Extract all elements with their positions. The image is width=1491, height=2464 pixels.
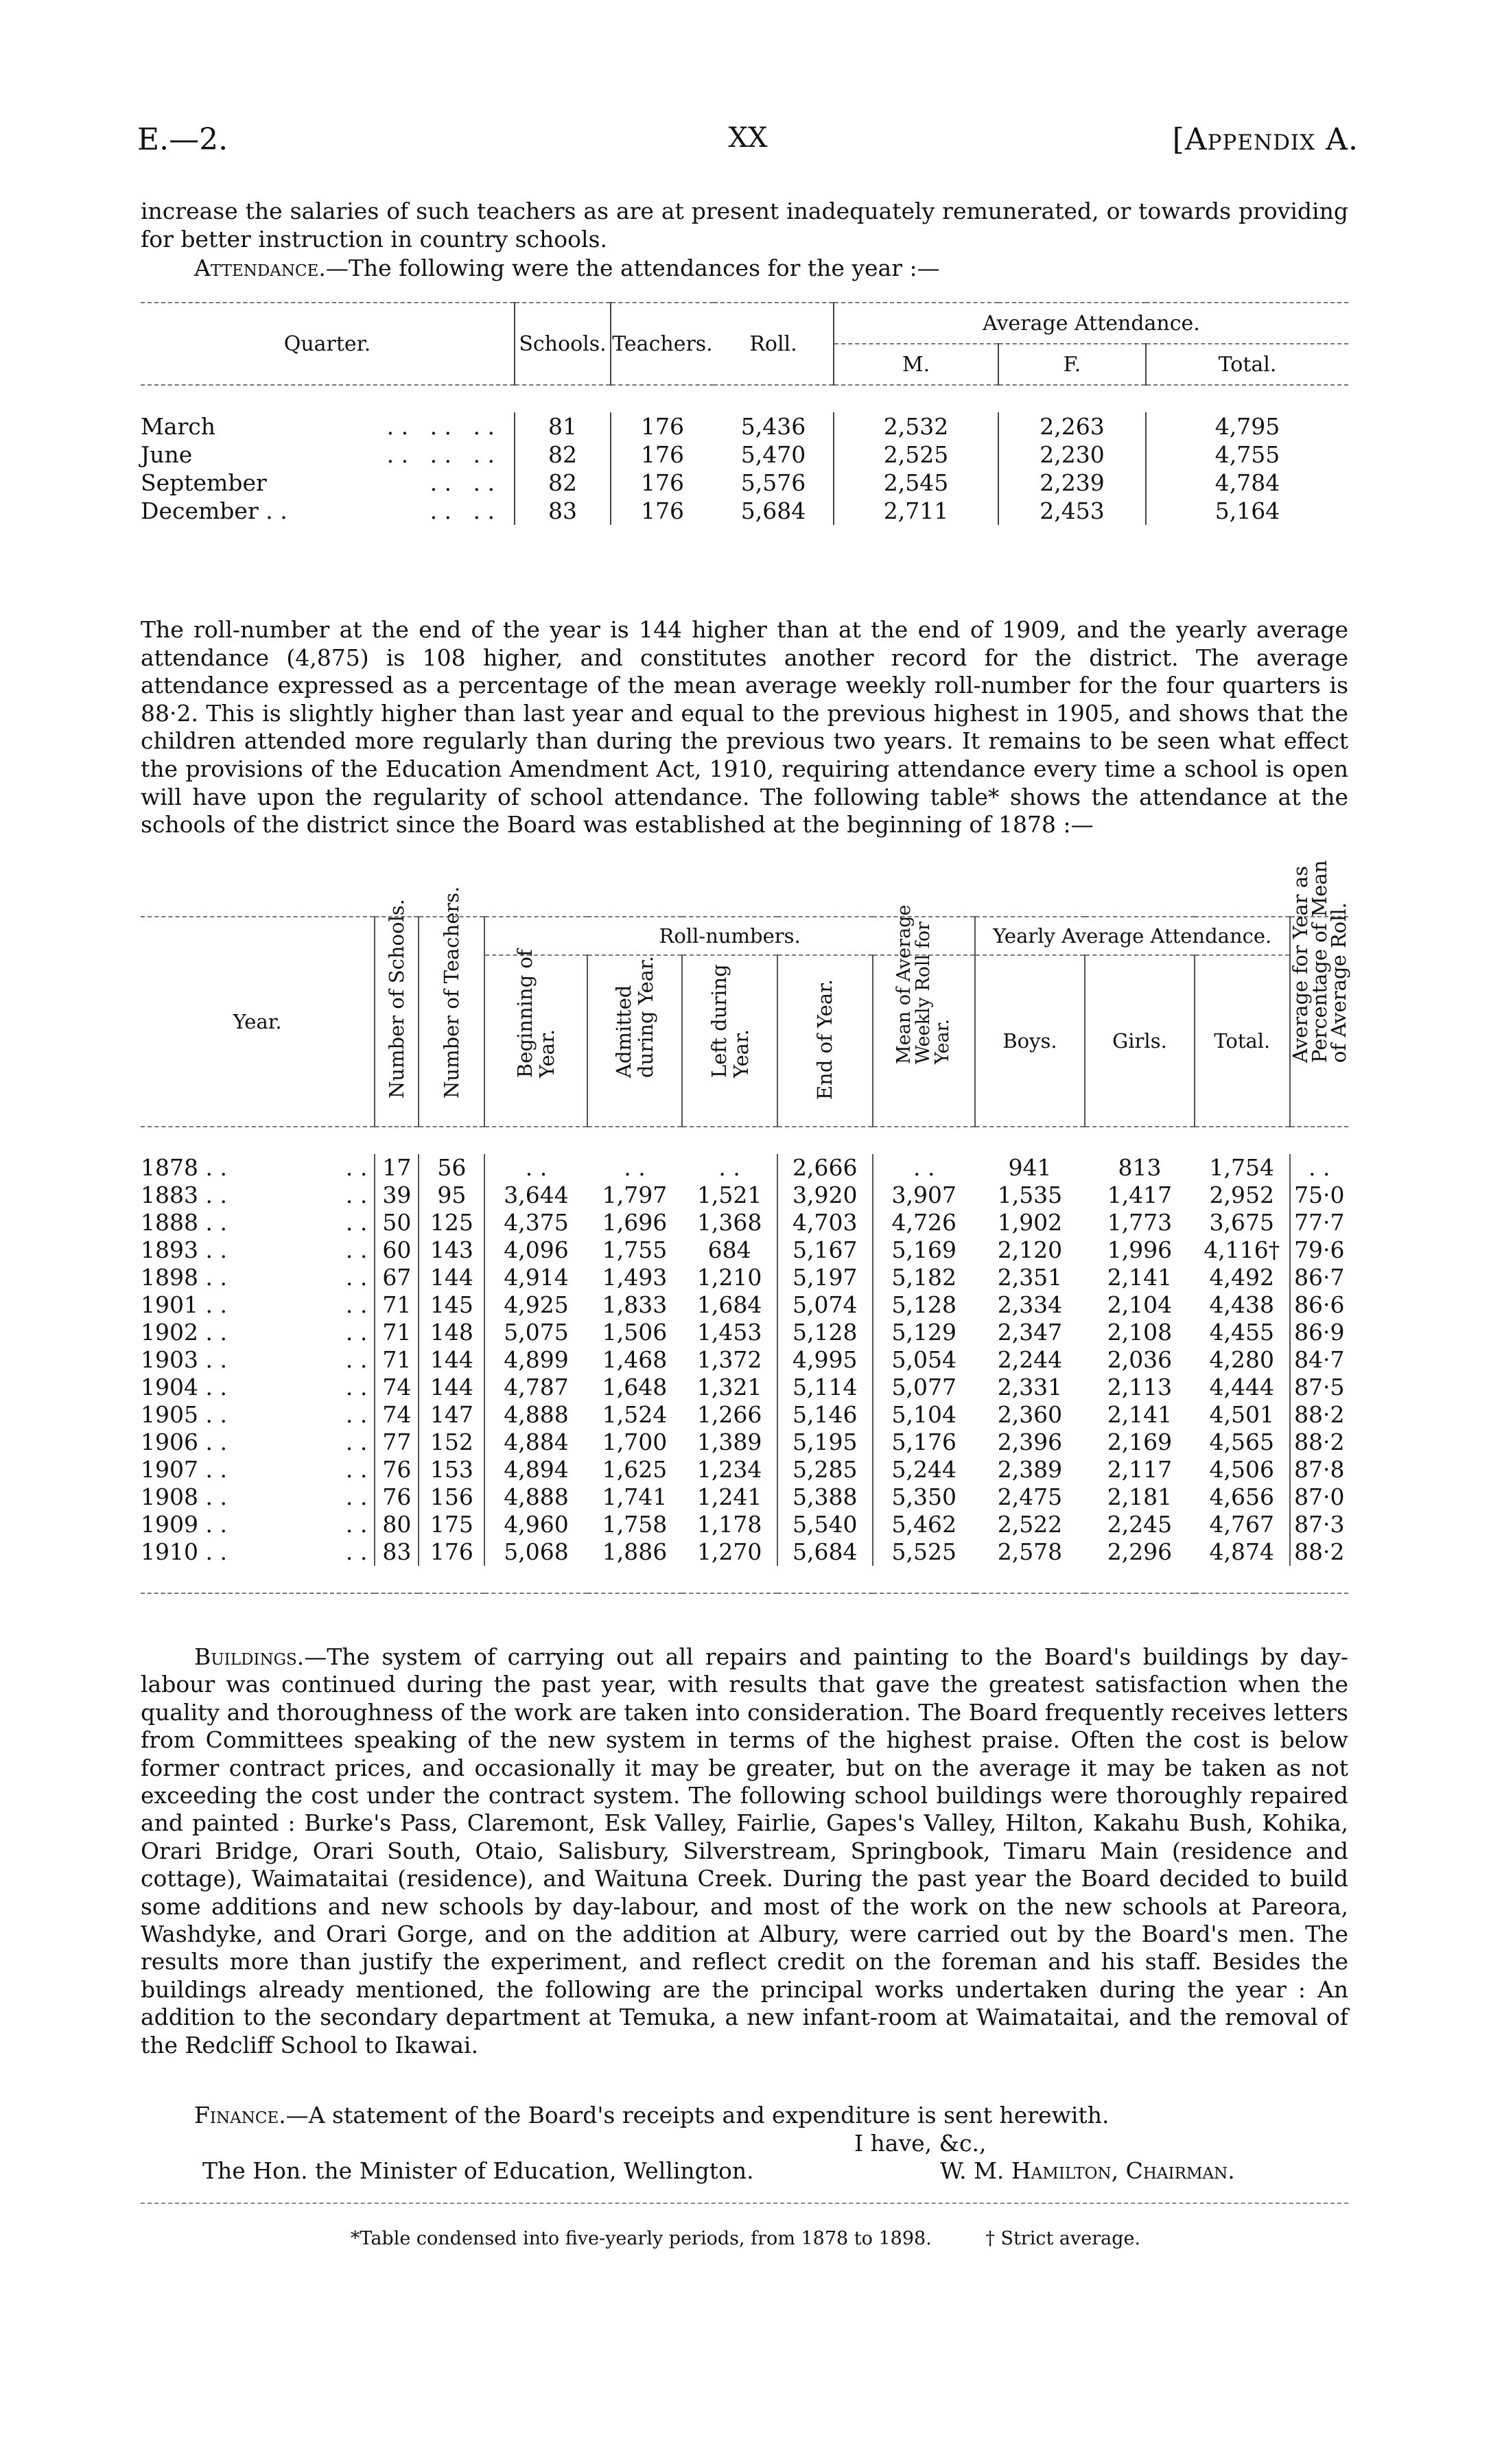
- footnotes: [0, 2228, 1491, 2249]
- cell-year: 1905 . . . .: [141, 1401, 375, 1429]
- cell-girls: 2,245: [1107, 1511, 1173, 1538]
- cell-teachers: 143: [419, 1236, 484, 1264]
- cell-pct: 87·0: [1294, 1483, 1345, 1510]
- cell-beginning: 4,884: [504, 1429, 569, 1455]
- roll-number-paragraph: [141, 616, 1348, 839]
- cell-girls: 2,181: [1107, 1483, 1173, 1510]
- cell-end: 5,167: [777, 1236, 873, 1264]
- cell-boys: 2,578: [997, 1538, 1063, 1565]
- cell-schools: 67: [375, 1264, 419, 1291]
- cell-schools: 39: [375, 1182, 419, 1209]
- cell-pct: 88·2: [1294, 1401, 1345, 1428]
- cell-left: 1,266: [682, 1401, 777, 1429]
- cell-m: 2,532: [834, 412, 998, 441]
- cell-teachers: 125: [419, 1209, 484, 1236]
- table-row: [141, 1483, 1348, 1511]
- cell-admitted: . .: [624, 1154, 646, 1181]
- cell-pct: 75·0: [1294, 1182, 1345, 1208]
- cell-teachers: 144: [419, 1374, 484, 1401]
- cell-schools: 17: [375, 1154, 419, 1182]
- cell-teachers: 148: [419, 1319, 484, 1346]
- cell-teachers: 176: [419, 1538, 484, 1566]
- cell-f: 2,263: [998, 412, 1146, 441]
- cell-schools: 76: [375, 1483, 419, 1511]
- cell-pct: 87·3: [1294, 1511, 1345, 1538]
- cell-pct: 84·7: [1294, 1346, 1345, 1373]
- cell-end: 5,195: [777, 1429, 873, 1456]
- footnote-divider: [141, 2203, 1348, 2204]
- cell-total: 4,767: [1195, 1511, 1290, 1538]
- cell-pct: 88·2: [1294, 1429, 1345, 1455]
- col-schools: Schools.: [515, 303, 611, 385]
- cell-schools: 74: [375, 1374, 419, 1401]
- cell-beginning: 4,375: [504, 1209, 569, 1236]
- col-girls: Girls.: [1085, 955, 1195, 1127]
- intro-paragraph: increase the salaries of such teachers as are at present inadequately remunerated, or towards providing for better instruction in country schools.: [141, 198, 1348, 253]
- table-row: [141, 1456, 1348, 1483]
- cell-end: 5,128: [777, 1319, 873, 1346]
- attendance-heading: Attendance.: [194, 255, 326, 281]
- table-row: [141, 1319, 1348, 1346]
- cell-end: 5,388: [777, 1483, 873, 1511]
- cell-schools: 83: [375, 1538, 419, 1566]
- cell-teachers: 175: [419, 1511, 484, 1538]
- cell-quarter: June . . . . . .: [141, 441, 515, 469]
- cell-total: 4,455: [1195, 1319, 1290, 1346]
- col-roll: Roll.: [714, 303, 834, 385]
- cell-quarter: December . . . . . .: [141, 497, 515, 525]
- cell-boys: 2,331: [997, 1374, 1063, 1400]
- cell-year: 1904 . . . .: [141, 1374, 375, 1401]
- finance-text: —A statement of the Board's receipts and expenditure is sent herewith.: [285, 2102, 1110, 2128]
- cell-teachers: 144: [419, 1346, 484, 1374]
- cell-end: 4,995: [777, 1346, 873, 1374]
- cell-boys: 2,389: [997, 1456, 1063, 1483]
- cell-teachers: 95: [419, 1182, 484, 1209]
- cell-boys: 941: [1008, 1154, 1052, 1181]
- col-end-of-year: End of Year.: [813, 978, 837, 1100]
- header-page-number: XX: [728, 122, 768, 154]
- cell-schools: 82: [515, 469, 611, 497]
- cell-admitted: 1,833: [602, 1291, 668, 1318]
- table-row: [141, 1291, 1348, 1319]
- cell-admitted: 1,758: [602, 1511, 668, 1538]
- col-average-attendance: Average Attendance.: [834, 303, 1348, 344]
- cell-left: 1,270: [682, 1538, 777, 1566]
- cell-beginning: 4,914: [504, 1264, 569, 1291]
- cell-total: 4,795: [1214, 413, 1280, 440]
- cell-roll: 5,470: [714, 441, 834, 469]
- cell-year: 1907 . . . .: [141, 1456, 375, 1483]
- cell-schools: 76: [375, 1456, 419, 1483]
- col-boys: Boys.: [975, 955, 1085, 1127]
- table-row: [141, 1346, 1348, 1374]
- quarterly-attendance-table: [141, 302, 1348, 545]
- yearly-attendance-rows: [141, 1154, 1348, 1566]
- cell-schools: 74: [375, 1401, 419, 1429]
- cell-left: 1,521: [682, 1182, 777, 1209]
- col-total: Total.: [1195, 955, 1290, 1127]
- table-row: [141, 441, 1348, 469]
- cell-mean: . .: [913, 1154, 935, 1181]
- cell-end: 5,146: [777, 1401, 873, 1429]
- cell-total: 4,280: [1195, 1346, 1290, 1374]
- cell-girls: 2,117: [1107, 1456, 1173, 1483]
- cell-schools: 83: [515, 497, 611, 525]
- table-row: [141, 412, 1348, 441]
- table-row: [141, 1154, 1348, 1182]
- cell-total: 4,874: [1195, 1538, 1290, 1566]
- cell-beginning: 4,894: [504, 1456, 569, 1483]
- col-admitted: Admitted during Year.: [611, 956, 657, 1078]
- cell-boys: 2,396: [997, 1429, 1063, 1455]
- cell-mean: 5,054: [891, 1346, 957, 1373]
- cell-pct: 77·7: [1294, 1209, 1345, 1236]
- cell-pct: 87·8: [1294, 1456, 1345, 1483]
- cell-girls: 2,169: [1107, 1429, 1173, 1455]
- cell-m: 2,525: [834, 441, 998, 469]
- col-quarter: Quarter.: [141, 303, 515, 385]
- cell-year: 1878 . . . .: [141, 1154, 375, 1182]
- table-row: [141, 1429, 1348, 1456]
- cell-total: 4,755: [1214, 441, 1280, 468]
- cell-total: 3,675: [1195, 1209, 1290, 1236]
- cell-end: 5,197: [777, 1264, 873, 1291]
- cell-f: 2,239: [998, 469, 1146, 497]
- cell-quarter: March . . . . . .: [141, 412, 515, 441]
- cell-mean: 5,104: [891, 1401, 957, 1428]
- cell-girls: 2,108: [1107, 1319, 1173, 1346]
- cell-total: 5,164: [1214, 497, 1280, 524]
- signatory: W. M. Hamilton, Chairman.: [940, 2157, 1235, 2184]
- buildings-paragraph: [141, 1643, 1348, 2059]
- cell-teachers: 156: [419, 1483, 484, 1511]
- cell-beginning: 5,075: [504, 1319, 569, 1346]
- cell-admitted: 1,755: [602, 1236, 668, 1263]
- cell-girls: 2,141: [1107, 1264, 1173, 1291]
- cell-mean: 4,726: [891, 1209, 957, 1236]
- cell-end: 5,540: [777, 1511, 873, 1538]
- cell-left: . .: [682, 1154, 777, 1182]
- cell-quarter: September . . . .: [141, 469, 515, 497]
- cell-teachers: 176: [641, 497, 684, 524]
- cell-roll: 5,684: [714, 497, 834, 525]
- cell-schools: 71: [375, 1291, 419, 1319]
- cell-left: 1,234: [682, 1456, 777, 1483]
- cell-admitted: 1,696: [602, 1209, 668, 1236]
- buildings-text: —The system of carrying out all repairs and painting to the Board's buildings by day-labour was continued during the past year, with results that gave the greatest satisfaction when the quality and thoroughness of the work are taken into consideration. The Board frequently receives letters from Committees speaking of the new system in terms of the highest praise. Often the cost is below former contract prices, and occasionally it may be greater, but on the average it may be taken as not exceeding the cost under the contract system. The following school buildings were thoroughly repaired and painted : Burke's Pass, Claremont, Esk Valley, Fairlie, Gapes's Valley, Hilton, Kakahu Bush, Kohika, Orari Bridge, Orari South, Otaio, Salisbury, Silverstream, Springbook, Timaru Main (residence and cottage), Waimataitai (residence), and Waituna Creek. During the past year the Board decided to build some additions and new schools by day-labour, and most of the work on the new schools at Pareora, Washdyke, and Orari Gorge, and on the addition at Albury, were carried out by the Board's men. The results more than justify the experiment, and reflect credit on the foreman and his staff. Besides the buildings already mentioned, the following are the principal works undertaken during the year : An addition to the secondary department at Temuka, a new infant-room at Waimataitai, and the removal of the Redcliff School to Ikawai.: [141, 1643, 1348, 2058]
- cell-schools: 80: [375, 1511, 419, 1538]
- cell-girls: 813: [1118, 1154, 1162, 1181]
- cell-year: 1910 . . . .: [141, 1538, 375, 1566]
- cell-schools: 71: [375, 1346, 419, 1374]
- table-row: [141, 469, 1348, 497]
- footnote-table-condensed: *Table condensed into five-yearly periods, from 1878 to 1898.: [350, 2228, 932, 2249]
- col-number-of-teachers: Number of Teachers.: [440, 886, 464, 1099]
- cell-total: 4,506: [1195, 1456, 1290, 1483]
- cell-left: 1,321: [682, 1374, 777, 1401]
- cell-end: 5,074: [777, 1291, 873, 1319]
- cell-pct: 88·2: [1294, 1538, 1345, 1565]
- cell-mean: 5,176: [891, 1429, 957, 1455]
- table-row: [141, 497, 1348, 525]
- cell-total: 4,438: [1195, 1291, 1290, 1319]
- cell-beginning: 3,644: [504, 1182, 569, 1208]
- cell-boys: 2,347: [997, 1319, 1063, 1346]
- cell-teachers: 153: [419, 1456, 484, 1483]
- col-total: Total.: [1218, 352, 1277, 377]
- cell-pct: 79·6: [1294, 1236, 1345, 1263]
- cell-boys: 2,334: [997, 1291, 1063, 1318]
- yearly-attendance-table: [141, 860, 1350, 1594]
- cell-beginning: 4,960: [504, 1511, 569, 1538]
- table-row: [141, 1401, 1348, 1429]
- cell-teachers: 56: [419, 1154, 484, 1182]
- cell-pct: 86·9: [1294, 1319, 1345, 1346]
- cell-left: 1,453: [682, 1319, 777, 1346]
- cell-year: 1908 . . . .: [141, 1483, 375, 1511]
- cell-total: 4,501: [1195, 1401, 1290, 1429]
- cell-total: 4,444: [1195, 1374, 1290, 1401]
- cell-end: 3,920: [777, 1182, 873, 1209]
- finance-paragraph: [141, 2102, 1348, 2130]
- col-beginning-of-year: Beginning of Year.: [513, 949, 559, 1078]
- cell-girls: 1,996: [1107, 1236, 1173, 1263]
- cell-beginning: 4,925: [504, 1291, 569, 1318]
- cell-girls: 2,113: [1107, 1374, 1173, 1400]
- col-number-of-schools: Number of Schools.: [385, 899, 409, 1099]
- cell-beginning: 5,068: [504, 1538, 569, 1565]
- cell-schools: 71: [375, 1319, 419, 1346]
- cell-schools: 50: [375, 1209, 419, 1236]
- cell-left: 1,241: [682, 1483, 777, 1511]
- cell-beginning: 4,888: [504, 1483, 569, 1510]
- cell-f: 2,453: [998, 497, 1146, 525]
- cell-mean: 5,350: [891, 1483, 957, 1510]
- finance-heading: Finance.: [194, 2102, 286, 2128]
- cell-mean: 5,129: [891, 1319, 957, 1346]
- cell-mean: 3,907: [891, 1182, 957, 1208]
- header-right: [Appendix A.: [1172, 122, 1359, 157]
- cell-total: 2,952: [1195, 1182, 1290, 1209]
- cell-boys: 2,120: [997, 1236, 1063, 1263]
- cell-boys: 2,360: [997, 1401, 1063, 1428]
- cell-left: 1,368: [682, 1209, 777, 1236]
- cell-boys: 1,535: [997, 1182, 1063, 1208]
- cell-left: 1,684: [682, 1291, 777, 1319]
- cell-teachers: 176: [641, 469, 684, 496]
- roll-number-text: The roll-number at the end of the year is 144 higher than at the end of 1909, and the yearly average attendance (4,875) is 108 higher, and constitutes another record for the district. The average attendance expressed as a percentage of the mean average weekly roll-number for the four quarters is 88·2. This is slightly higher than last year and equal to the previous highest in 1905, and shows that the children attended more regularly than during the previous two years. It remains to be seen what effect the provisions of the Education Amendment Act, 1910, requiring attendance every time a school is open will have upon the regularity of school attendance. The following table* shows the attendance at the schools of the district since the Board was established at the beginning of 1878 :—: [141, 616, 1348, 838]
- col-f: F.: [998, 344, 1146, 385]
- cell-year: 1902 . . . .: [141, 1319, 375, 1346]
- cell-year: 1893 . . . .: [141, 1236, 375, 1264]
- cell-schools: 82: [515, 441, 611, 469]
- cell-m: 2,545: [834, 469, 998, 497]
- attendance-paragraph: [141, 255, 1348, 283]
- cell-schools: 77: [375, 1429, 419, 1456]
- col-percentage: Average for Year as Percentage of Mean of Average Roll.: [1288, 860, 1350, 1063]
- cell-admitted: 1,493: [602, 1264, 668, 1291]
- cell-admitted: 1,797: [602, 1182, 668, 1208]
- cell-left: 1,372: [682, 1346, 777, 1374]
- cell-pct: 86·6: [1294, 1291, 1345, 1318]
- cell-schools: 81: [515, 412, 611, 441]
- cell-admitted: 1,468: [602, 1346, 668, 1373]
- cell-total: 1,754: [1195, 1154, 1290, 1182]
- table-row: [141, 1538, 1348, 1566]
- col-m: M.: [834, 344, 998, 385]
- cell-left: 1,389: [682, 1429, 777, 1456]
- col-teachers: Teachers.: [612, 331, 713, 356]
- cell-boys: 2,244: [997, 1346, 1063, 1373]
- table-row: [141, 1264, 1348, 1291]
- cell-mean: 5,077: [891, 1374, 957, 1400]
- buildings-heading: Buildings.: [194, 1643, 305, 1670]
- cell-beginning: . .: [525, 1154, 548, 1181]
- cell-left: 684: [682, 1236, 777, 1264]
- cell-beginning: 4,888: [504, 1401, 569, 1428]
- col-year: Year.: [141, 917, 375, 1127]
- table-row: [141, 1374, 1348, 1401]
- cell-total: 4,656: [1195, 1483, 1290, 1511]
- table-row: [141, 1236, 1348, 1264]
- cell-girls: 1,773: [1107, 1209, 1173, 1236]
- cell-mean: 5,244: [891, 1456, 957, 1483]
- cell-total: 4,492: [1195, 1264, 1290, 1291]
- cell-end: 5,684: [777, 1538, 873, 1566]
- cell-year: 1903 . . . .: [141, 1346, 375, 1374]
- closing-salutation: I have, &c.,: [854, 2130, 987, 2157]
- col-left: Left during Year.: [707, 964, 753, 1078]
- cell-admitted: 1,524: [602, 1401, 668, 1428]
- cell-beginning: 4,787: [504, 1374, 569, 1400]
- cell-end: 5,285: [777, 1456, 873, 1483]
- addressee: The Hon. the Minister of Education, Wellington.: [202, 2157, 754, 2184]
- cell-teachers: 176: [641, 441, 684, 468]
- cell-total: 4,116†: [1195, 1236, 1290, 1264]
- cell-girls: 2,036: [1107, 1346, 1173, 1373]
- cell-girls: 2,104: [1107, 1291, 1173, 1318]
- header-left: E.—2.: [137, 122, 228, 157]
- attendance-intro: —The following were the attendances for the year :—: [325, 255, 940, 281]
- cell-year: 1909 . . . .: [141, 1511, 375, 1538]
- cell-beginning: 4,096: [504, 1236, 569, 1263]
- cell-year: 1901 . . . .: [141, 1291, 375, 1319]
- cell-mean: 5,169: [891, 1236, 957, 1263]
- cell-girls: 1,417: [1107, 1182, 1173, 1208]
- cell-boys: 2,351: [997, 1264, 1063, 1291]
- cell-pct: . .: [1308, 1154, 1330, 1181]
- cell-teachers: 147: [419, 1401, 484, 1429]
- cell-roll: 5,576: [714, 469, 834, 497]
- cell-teachers: 176: [641, 413, 684, 440]
- cell-boys: 1,902: [997, 1209, 1063, 1236]
- cell-girls: 2,141: [1107, 1401, 1173, 1428]
- cell-year: 1898 . . . .: [141, 1264, 375, 1291]
- cell-mean: 5,462: [891, 1511, 957, 1538]
- cell-year: 1906 . . . .: [141, 1429, 375, 1456]
- cell-beginning: 4,899: [504, 1346, 569, 1373]
- cell-left: 1,178: [682, 1511, 777, 1538]
- cell-total: 4,784: [1214, 469, 1280, 496]
- cell-roll: 5,436: [714, 412, 834, 441]
- cell-mean: 5,128: [891, 1291, 957, 1318]
- cell-boys: 2,522: [997, 1511, 1063, 1538]
- quarterly-attendance-rows: [141, 412, 1348, 525]
- cell-girls: 2,296: [1107, 1538, 1173, 1565]
- cell-m: 2,711: [834, 497, 998, 525]
- cell-mean: 5,525: [891, 1538, 957, 1565]
- cell-admitted: 1,506: [602, 1319, 668, 1346]
- cell-boys: 2,475: [997, 1483, 1063, 1510]
- page-header: [137, 122, 1359, 170]
- cell-teachers: 145: [419, 1291, 484, 1319]
- cell-teachers: 144: [419, 1264, 484, 1291]
- cell-admitted: 1,886: [602, 1538, 668, 1565]
- cell-end: 4,703: [777, 1209, 873, 1236]
- cell-f: 2,230: [998, 441, 1146, 469]
- cell-year: 1888 . . . .: [141, 1209, 375, 1236]
- cell-admitted: 1,700: [602, 1429, 668, 1455]
- cell-end: 2,666: [777, 1154, 873, 1182]
- cell-admitted: 1,741: [602, 1483, 668, 1510]
- cell-admitted: 1,625: [602, 1456, 668, 1483]
- col-mean-roll: Mean of Average Weekly Roll for Year.: [893, 904, 954, 1064]
- table-row: [141, 1182, 1348, 1209]
- cell-year: 1883 . . . .: [141, 1182, 375, 1209]
- cell-admitted: 1,648: [602, 1374, 668, 1400]
- cell-left: 1,210: [682, 1264, 777, 1291]
- cell-mean: 5,182: [891, 1264, 957, 1291]
- cell-pct: 87·5: [1294, 1374, 1345, 1400]
- cell-teachers: 152: [419, 1429, 484, 1456]
- footnote-strict-average: † Strict average.: [985, 2228, 1141, 2249]
- col-roll-numbers: Roll-numbers.: [484, 917, 975, 955]
- cell-schools: 60: [375, 1236, 419, 1264]
- cell-end: 5,114: [777, 1374, 873, 1401]
- col-yearly-average-attendance: Yearly Average Attendance.: [975, 917, 1290, 955]
- table-row: [141, 1511, 1348, 1538]
- cell-pct: 86·7: [1294, 1264, 1345, 1291]
- table-row: [141, 1209, 1348, 1236]
- cell-total: 4,565: [1195, 1429, 1290, 1456]
